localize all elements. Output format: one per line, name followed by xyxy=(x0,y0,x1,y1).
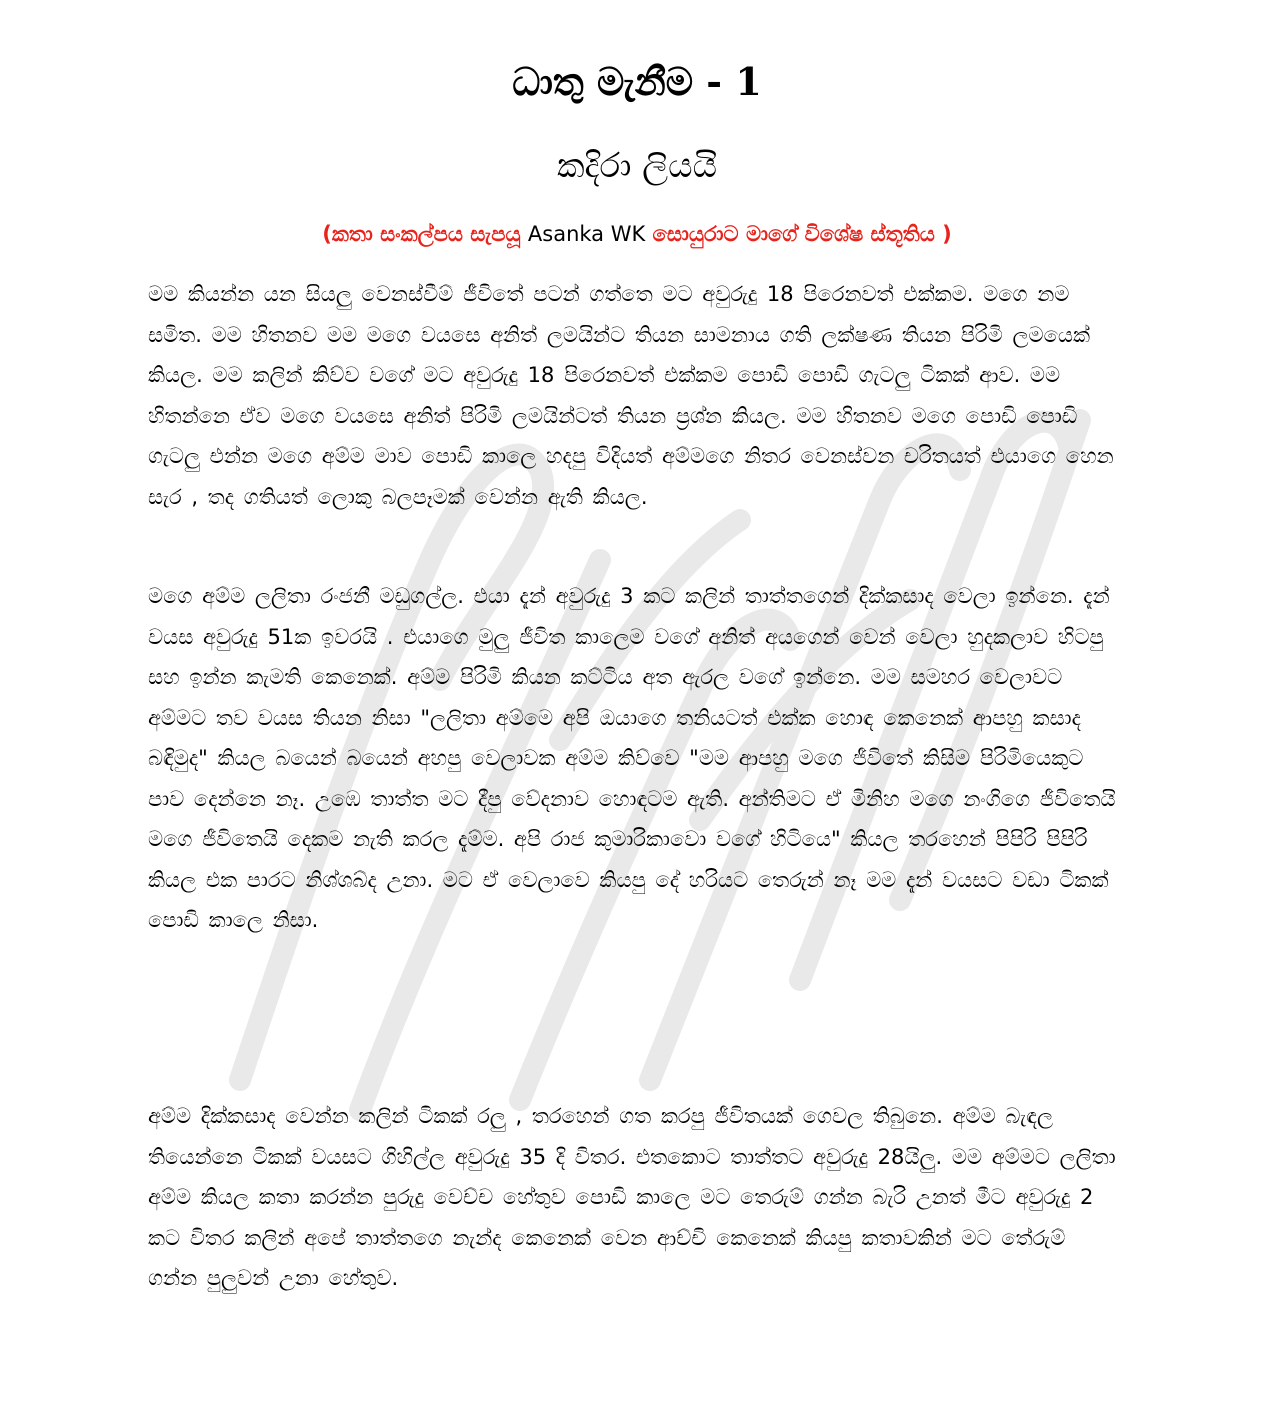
credit-prefix: (කතා සංකල්පය සැපයූ xyxy=(322,222,528,246)
document-title: ධාතු මැනීම - 1 xyxy=(512,59,762,104)
paragraph-2: මගෙ අම්ම ලලිතා රංජනී මඩුගල්ල. එයා දැන් අවුරුදු 3 කට කලින් තාත්තගෙන් දික්කසාද වෙලා ඉන්නෙ. දැන් වයස අවුරුදු 51ක ඉවරයි . එයාගෙ මුලු ජීවිත කාලෙම වගේ අනිත් අයගෙන් වෙන් වෙලා හුදකලාව හිටපු සහ ඉන්න කැමති කෙනෙක්. අම්ම පිරිමි කියන කට්ටිය අත ඇරල වගේ ඉන්නෙ. මම සමහර වෙලාවට අම්මට තව වයස තියන නිසා "ලලිතා අම්මෙ අපි ඔයාගෙ තනියටත් එක්ක හොඳ කෙනෙක් ආපහු කසාද බඳිමුද" කියල බයෙන් බයෙන් අහපු වෙලාවක අම්ම කිව්වෙ "මම ආපහු මගෙ ජීවිතේ කිසිම පිරිමියෙකුට පාව දෙන්නෙ නෑ. උඹෙ තාත්ත මට දීපු වේදනාව හොඳටම ඇති. අන්තිමට ඒ මිනිහ මගෙ නංගිගෙ ජීවිතෙයි මගෙ ජීවිතෙයි දෙකම නැති කරල දැම්ම. අපි රාජ කුමාරිකාවො වගේ හිටියෙ" කියල තරහෙන් පිපිරි පිපිරි කියල එක පාරට නිශ්ශබ්ද උනා. මට ඒ වෙලාවෙ කියපු දේ හරියට තෙරුන් නෑ මම දැන් වයසට වඩා ටිකක් පොඩි කාලෙ නිසා. xyxy=(148,584,1116,932)
paragraph-3: අම්ම දික්කසාද වෙන්න කලින් ටිකක් රලු , තරහෙන් ගත කරපු ජීවිතයක් ගෙවල තිබුනෙ. අම්ම බැඳල තියෙන්නෙ ටිකක් වයසට ගිහිල්ල අවුරුදු 35 දි විතර. එතකොට තාත්තට අවුරුදු 28යිලු. මම අම්මට ලලිතා අම්ම කියල කතා කරන්න පුරුදු වෙච්ච හේතුව පොඩි කාලෙ මට තෙරුම් ගන්න බැරි උනත් මීට අවුරුදු 2 කට විතර කලින් අපේ තාත්තගෙ නැන්ද කෙනෙක් වෙන ආච්චි කෙනෙක් කියපු කතාවකින් මට තේරුම් ගන්න පුලුවන් උනා හේතුව. xyxy=(148,1104,1116,1290)
credit-line xyxy=(0,214,1274,254)
author-line: කදිරා ලියයි xyxy=(556,146,718,186)
paragraph-1: මම කියන්න යන සියලු වෙනස්වීම් ජීවිතේ පටන් ගත්තෙ මට අවුරුදු 18 පිරෙනවත් එක්කම. මගෙ නම සමිත. මම හිතනව මම මගෙ වයසෙ අනිත් ලමයින්ට තියන සාමනාය ගති ලක්ෂණ තියන පිරිමි ලමයෙක් කියල. මම කලින් කිව්ව වගේ මට අවුරුදු 18 පිරෙනවත් එක්කම පොඩි පොඩි ගැටලු ටිකක් ආව. මම හිතන්නෙ ඒව මගෙ වයසෙ අනිත් පිරිමි ලමයින්ටත් තියන ප්‍රශ්න කියල. මම හිතනව මගෙ පොඩි පොඩි ගැටලු එන්න මගෙ අම්ම මාව පොඩි කාලෙ හදපු විදියත් අම්මගෙ නිතර වෙනස්වන චරිතයත් එයාගෙ හෙන සැර , තද ගතියත් ලොකු බලපෑමක් වෙන්න ඇති කියල. xyxy=(148,282,1114,509)
credit-suffix: සොයුරාට මාගේ විශේෂ ස්තූතිය ) xyxy=(645,222,952,246)
credit-name: Asanka WK xyxy=(527,222,646,246)
